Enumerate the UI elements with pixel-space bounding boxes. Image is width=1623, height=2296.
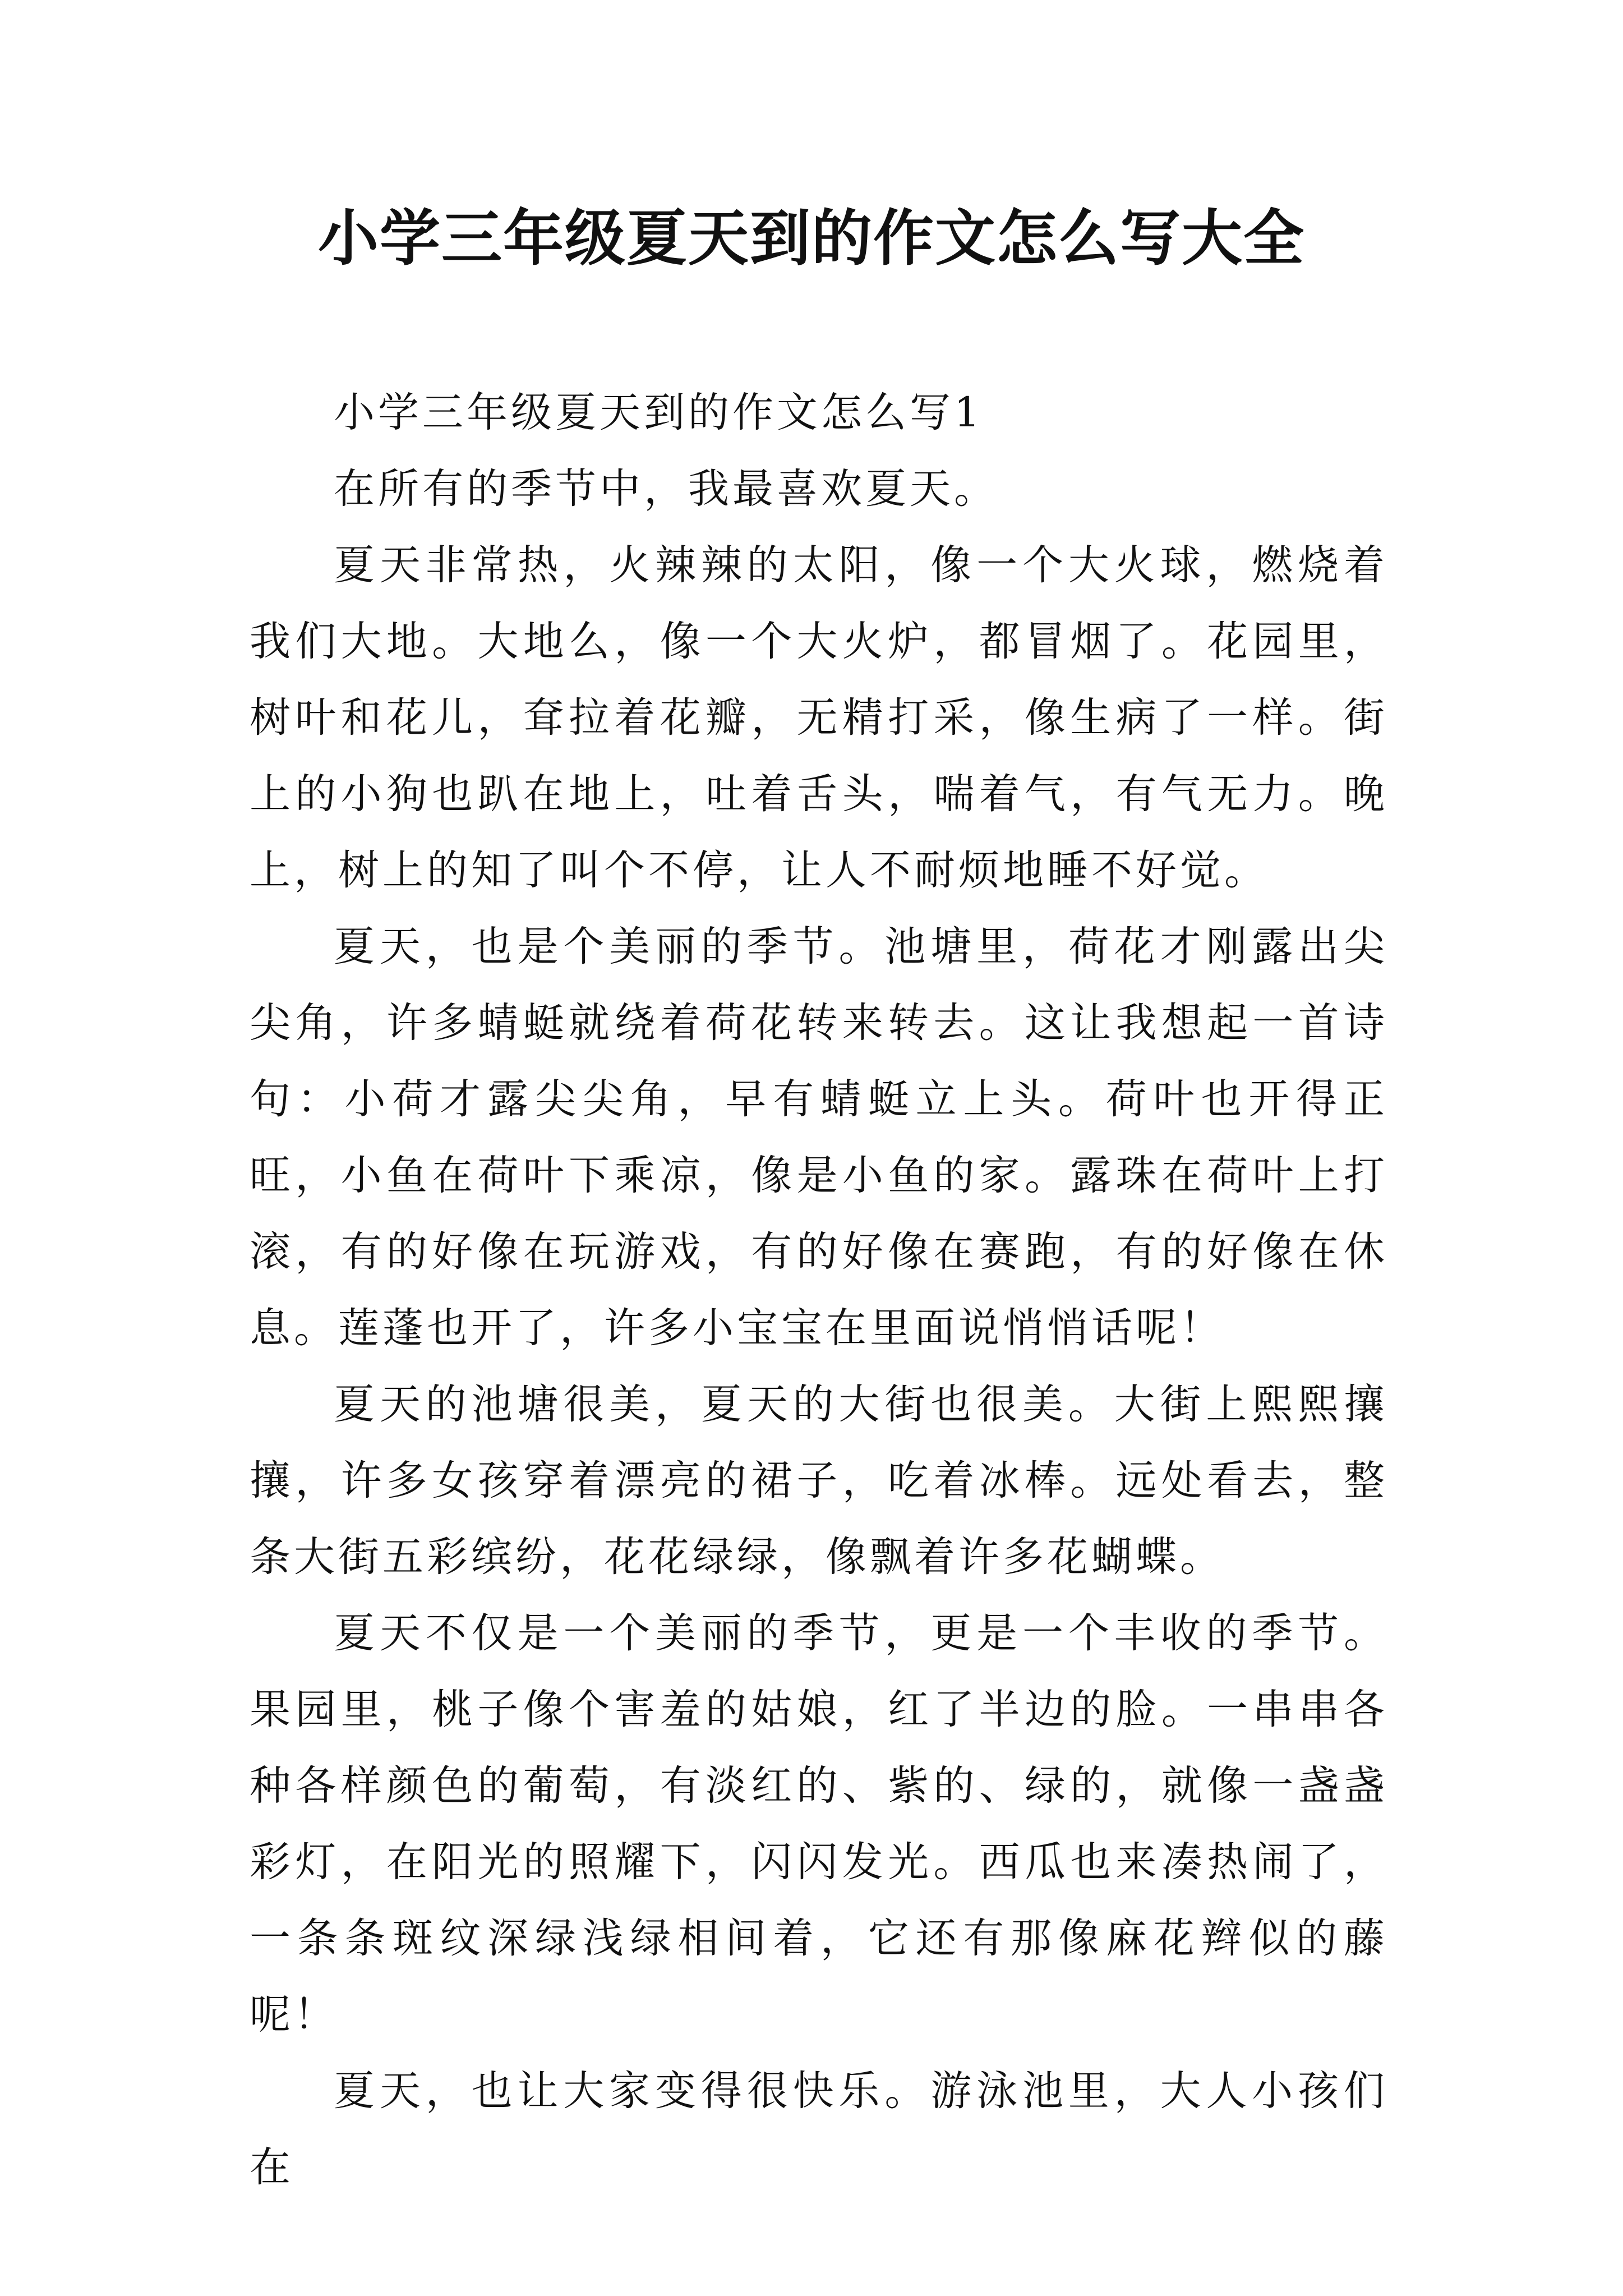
section-heading: 小学三年级夏天到的作文怎么写1 [334,389,984,436]
paragraph: 夏天不仅是一个美丽的季节，更是一个丰收的季节。果园里，桃子像个害羞的姑娘，红了半边的脸。一串串各种各样颜色的葡萄，有淡红的、紫的、绿的，就像一盏盏彩灯，在阳光的照耀下，闪闪发光。西瓜也来凑热闹了，一条条斑纹深绿浅绿相间着，它还有那像麻花辫似的藤呢！ [250,1609,1388,2039]
paragraph: 夏天非常热，火辣辣的太阳，像一个大火球，燃烧着我们大地。大地么，像一个大火炉，都冒烟了。花园里，树叶和花儿，耷拉着花瓣，无精打采，像生病了一样。街上的小狗也趴在地上，吐着舌头，喘着气，有气无力。晚上，树上的知了叫个不停，让人不耐烦地睡不好觉。 [250,541,1388,894]
document-body [250,375,1388,2206]
paragraph: 夏天，也让大家变得很快乐。游泳池里，大人小孩们在 [250,2067,1388,2191]
paragraph: 在所有的季节中，我最喜欢夏天。 [334,465,998,513]
paragraph: 夏天，也是个美丽的季节。池塘里，荷花才刚露出尖尖角，许多蜻蜓就绕着荷花转来转去。这让我想起一首诗句：小荷才露尖尖角，早有蜻蜓立上头。荷叶也开得正旺，小鱼在荷叶下乘凉，像是小鱼的家。露珠在荷叶上打滚，有的好像在玩游戏，有的好像在赛跑，有的好像在休息。莲蓬也开了，许多小宝宝在里面说悄悄话呢！ [250,923,1388,1352]
paragraph: 夏天的池塘很美，夏天的大街也很美。大街上熙熙攘攘，许多女孩穿着漂亮的裙子，吃着冰棒。远处看去，整条大街五彩缤纷，花花绿绿，像飘着许多花蝴蝶。 [250,1381,1388,1581]
document-title: 小学三年级夏天到的作文怎么写大全 [317,203,1305,274]
